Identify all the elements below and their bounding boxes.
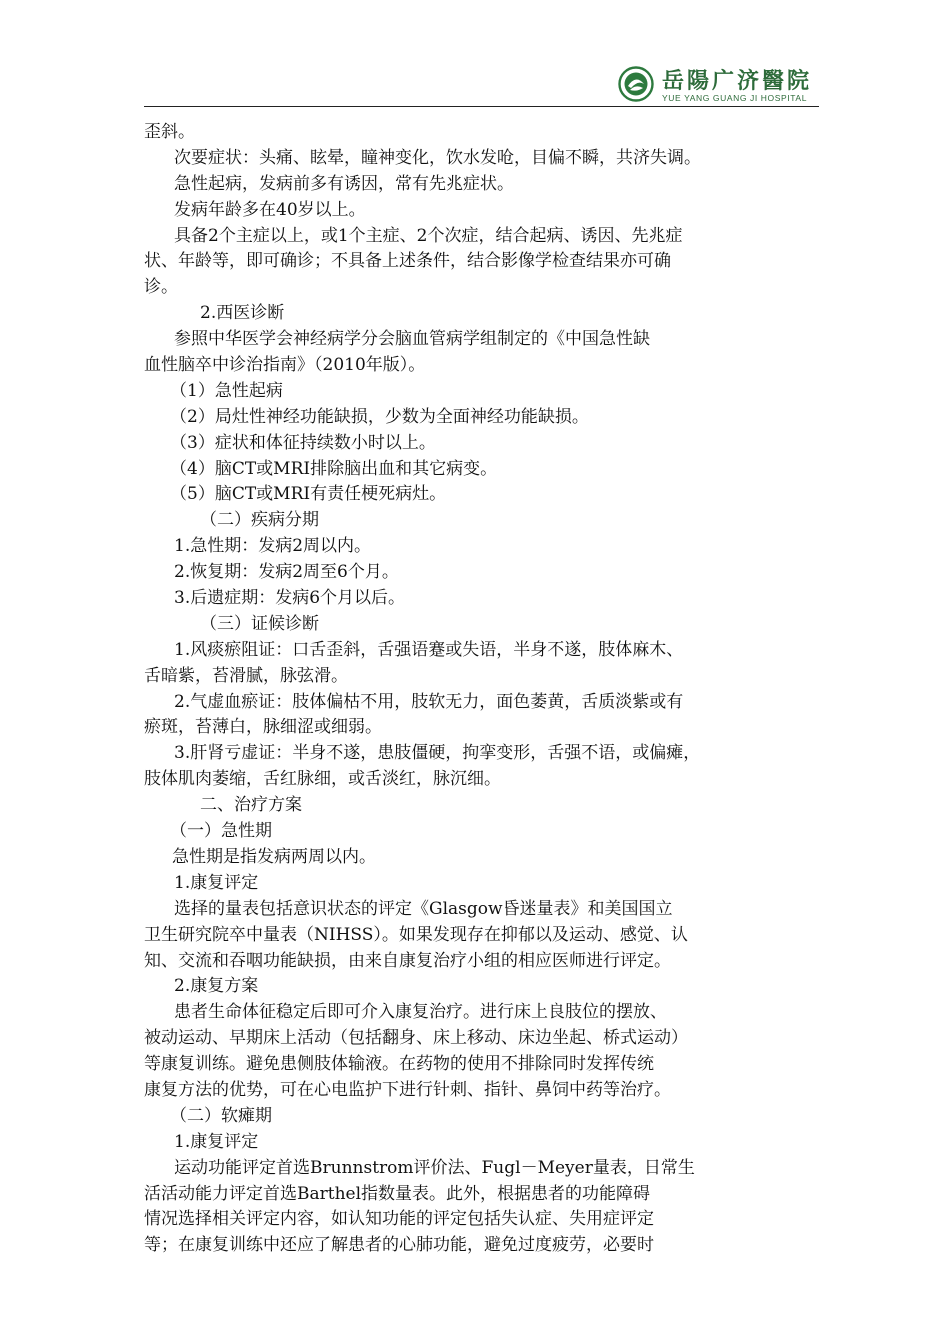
- text-line: 康复方法的优势，可在心电监护下进行针刺、指针、鼻饲中药等治疗。: [144, 1079, 671, 1100]
- text-line: 舌暗紫，苔滑腻，脉弦滑。: [144, 665, 348, 686]
- text-line: 次要症状：头痛、眩晕，瞳神变化，饮水发呛，目偏不瞬，共济失调。: [174, 147, 701, 168]
- text-line: 2.恢复期：发病2周至6个月。: [174, 562, 399, 583]
- text-line: 具备2个主症以上，或1个主症、2个次症，结合起病、诱因、先兆症: [174, 225, 683, 246]
- text-line: 肢体肌肉萎缩，舌红脉细，或舌淡红，脉沉细。: [144, 769, 501, 790]
- text-line: 知、交流和吞咽功能缺损，由来自康复治疗小组的相应医师进行评定。: [144, 950, 671, 971]
- text-line: 3.后遗症期：发病6个月以后。: [174, 588, 406, 609]
- section-heading: 1.康复评定: [174, 1131, 259, 1152]
- hospital-logo: [618, 64, 818, 108]
- text-line: 等；在康复训练中还应了解患者的心肺功能，避免过度疲劳，必要时: [144, 1235, 654, 1256]
- text-line: （2）局灶性神经功能缺损，少数为全面神经功能缺损。: [170, 406, 589, 427]
- text-line: 瘀斑，苔薄白，脉细涩或细弱。: [144, 717, 382, 738]
- text-line: 歪斜。: [144, 122, 195, 142]
- section-heading: 二、治疗方案: [200, 795, 302, 816]
- text-line: 血性脑卒中诊治指南》（2010年版）。: [144, 355, 426, 376]
- text-line: 卫生研究院卒中量表（NIHSS）。如果发现存在抑郁以及运动、感觉、认: [144, 924, 688, 945]
- text-line: 急性期是指发病两周以内。: [172, 846, 376, 867]
- text-line: 情况选择相关评定内容，如认知功能的评定包括失认症、失用症评定: [144, 1209, 654, 1230]
- text-line: 被动运动、早期床上活动（包括翻身、床上移动、床边坐起、桥式运动）: [144, 1028, 688, 1049]
- text-line: 参照中华医学会神经病学分会脑血管病学组制定的《中国急性缺: [174, 329, 650, 350]
- text-line: 1.急性期：发病2周以内。: [174, 536, 372, 557]
- section-heading: （三）证候诊断: [200, 613, 319, 634]
- text-line: （4）脑CT或MRI排除脑出血和其它病变。: [170, 458, 498, 479]
- text-line: 状、年龄等，即可确诊；不具备上述条件，结合影像学检查结果亦可确: [144, 251, 671, 272]
- text-line: 2.气虚血瘀证：肢体偏枯不用，肢软无力，面色萎黄，舌质淡紫或有: [174, 691, 684, 712]
- text-line: （3）症状和体征持续数小时以上。: [170, 432, 436, 453]
- text-line: 3.肝肾亏虚证：半身不遂，患肢僵硬，拘挛变形，舌强不语，或偏瘫，: [174, 743, 701, 764]
- section-heading: 1.康复评定: [174, 872, 259, 893]
- text-line: 运动功能评定首选Brunnstrom评价法、Fugl－Meyer量表，日常生: [174, 1157, 695, 1178]
- text-line: 患者生命体征稳定后即可介入康复治疗。进行床上良肢位的摆放、: [174, 1002, 667, 1023]
- section-heading: 2.康复方案: [174, 976, 259, 997]
- text-line: 1.风痰瘀阻证：口舌歪斜，舌强语蹇或失语，半身不遂，肢体麻木、: [174, 639, 684, 660]
- text-line: （5）脑CT或MRI有责任梗死病灶。: [170, 484, 447, 505]
- header-divider: [144, 106, 819, 107]
- text-line: （1）急性起病: [170, 380, 283, 401]
- section-heading: （二）疾病分期: [200, 510, 319, 531]
- text-line: 选择的量表包括意识状态的评定《Glasgow昏迷量表》和美国国立: [174, 898, 673, 919]
- logo-chinese-name: 岳陽广济醫院: [662, 68, 813, 94]
- logo-english-name: YUE YANG GUANG JI HOSPITAL: [662, 93, 808, 103]
- text-line: 等康复训练。避免患侧肢体输液。在药物的使用不排除同时发挥传统: [144, 1054, 654, 1075]
- text-line: 发病年龄多在40岁以上。: [174, 199, 366, 220]
- text-line: 活活动能力评定首选Barthel指数量表。此外，根据患者的功能障碍: [144, 1183, 651, 1204]
- text-line: 诊。: [144, 277, 178, 298]
- section-heading: （一）急性期: [170, 821, 272, 842]
- document-body: [144, 120, 816, 1259]
- text-line: 急性起病，发病前多有诱因，常有先兆症状。: [174, 173, 514, 194]
- hospital-emblem-icon: [618, 66, 654, 102]
- section-heading: （二）软瘫期: [170, 1105, 272, 1126]
- section-heading: 2.西医诊断: [200, 303, 285, 324]
